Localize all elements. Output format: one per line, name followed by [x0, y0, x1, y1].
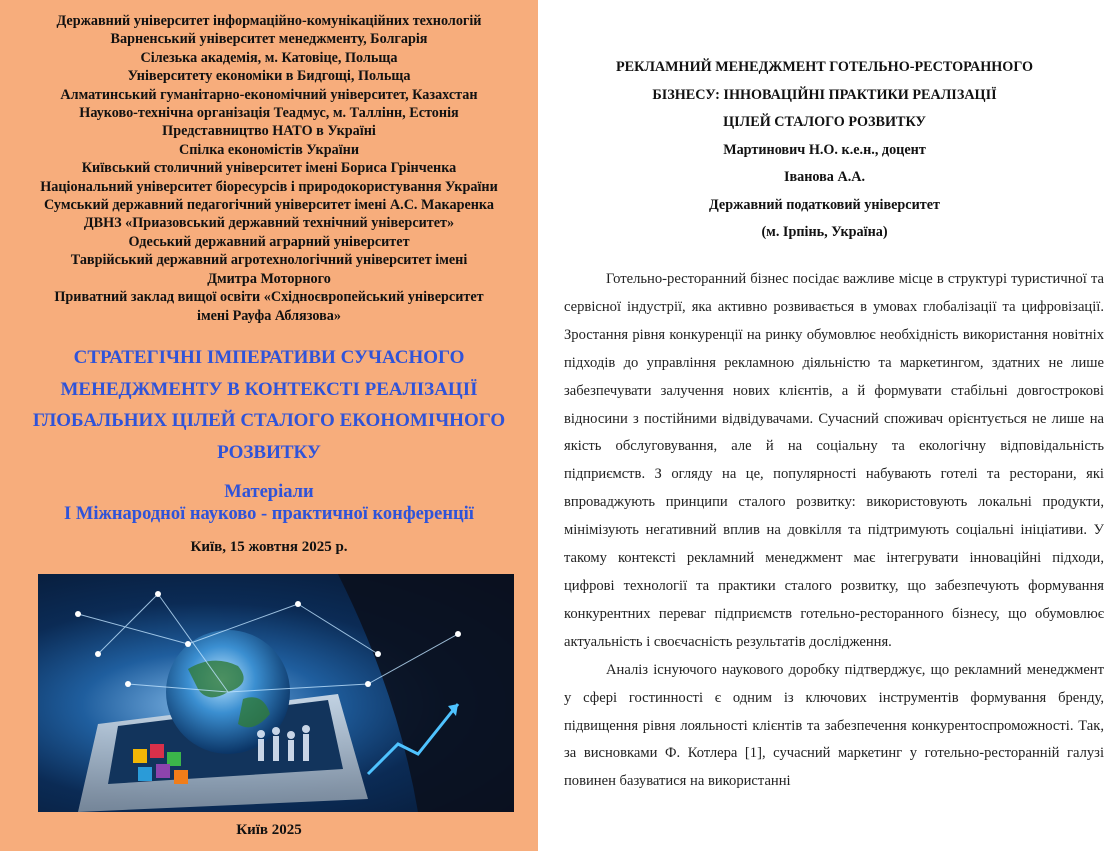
- organizer-line: Університету економіки в Бидгощі, Польща: [127, 68, 411, 85]
- author-2: Іванова А.А.: [783, 169, 866, 185]
- organizer-line: Дмитра Моторного: [207, 270, 331, 287]
- organizer-line: Сілезька академія, м. Катовіце, Польща: [140, 49, 398, 66]
- conference-date: Київ, 15 жовтня 2025 р.: [190, 539, 348, 555]
- paragraph: Аналіз існуючого наукового доробку підтверджує, що рекламний менеджмент у сфері гостинності є одним із ключових інструментів формування бренду, підвищення рівня лояльності клієнтів та забезпечення конкурентоспроможності. Так, за висновками Ф. Котлера [1], сучасний маркетинг у готельно-ресторанній галузі повинен базуватися на використанні: [564, 661, 1104, 790]
- author-affiliation: Державний податковий університет: [708, 196, 941, 213]
- organizer-line: Одеський державний аграрний університет: [128, 233, 410, 250]
- cover-city-year: Київ 2025: [236, 822, 302, 838]
- organizer-line: Науково-технічна організація Теадмус, м. Таллінн, Естонія: [79, 105, 459, 122]
- globe-network-illustration: [38, 574, 514, 812]
- article-title-line: БІЗНЕСУ: ІННОВАЦІЙНІ ПРАКТИКИ РЕАЛІЗАЦІЇ: [652, 86, 997, 103]
- conference-title: [0, 342, 538, 468]
- organizer-line: Національний університет біоресурсів і природокористування України: [40, 178, 498, 195]
- author-location: (м. Ірпінь, Україна): [761, 224, 888, 240]
- article-title-line: РЕКЛАМНИЙ МЕНЕДЖМЕНТ ГОТЕЛЬНО-РЕСТОРАННОГО: [615, 59, 1034, 75]
- organizer-line: імені Рауфа Аблязова»: [197, 307, 341, 324]
- proceedings-subtitle: [0, 481, 538, 525]
- article-title-line: ЦІЛЕЙ СТАЛОГО РОЗВИТКУ: [723, 114, 926, 130]
- organizer-line: Київський столичний університет імені Бориса Грінченка: [81, 160, 457, 177]
- organizer-line: Приватний заклад вищої освіти «Східноєвропейський університет: [54, 289, 484, 306]
- conference-title-line: СТРАТЕГІЧНІ ІМПЕРАТИВИ СУЧАСНОГО: [73, 347, 465, 368]
- organizer-line: Спілка економістів України: [178, 141, 360, 158]
- organizer-line: Таврійський державний агротехнологічний університет імені: [70, 252, 468, 269]
- author-1: Мартинович Н.О. к.е.н., доцент: [723, 141, 926, 158]
- conference-title-line: МЕНЕДЖМЕНТУ В КОНТЕКСТІ РЕАЛІЗАЦІЇ: [60, 378, 478, 400]
- organizer-line: Сумський державний педагогічний університет імені А.С. Макаренка: [44, 197, 494, 214]
- article-page: [538, 0, 1111, 851]
- conference-title-line: РОЗВИТКУ: [217, 441, 321, 463]
- conference-name: І Міжнародної науково - практичної конференції: [64, 504, 474, 524]
- conference-cover: [0, 0, 538, 851]
- organizers-list: [0, 12, 538, 325]
- paragraph: Готельно-ресторанний бізнес посідає важливе місце в структурі туристичної та сервісної індустрії, яка активно розвивається в умовах глобалізації та цифровізації. Зростання рівня конкуренції на ринку обумовлює необхідність використання новітніх підходів до управління рекламною діяльністю та маркетингом, здатних не лише забезпечувати залучення нових клієнтів, а й формувати стабільні довгострокові відносини з постійними відвідувачами. Сучасний споживач орієнтується не лише на якість обслуговування, але й на соціальну та екологічну відповідальність підприємств. З огляду на це, популярності набувають готелі та ресторани, які впроваджують принципи сталого розвитку: використовують локальні продукти, мінімізують негативний вплив на довкілля та підтримують соціальні ініціативи. У такому контексті рекламний менеджмент має інтегрувати інноваційні підходи, цифрові технології та практики сталого розвитку, що забезпечують формування конкурентних переваг підприємств готельно-ресторанного бізнесу, що обумовлює актуальність і своєчасність результатів дослідження.: [564, 271, 1104, 650]
- organizer-line: Варненський університет менеджменту, Болгарія: [110, 31, 428, 48]
- article-body: [564, 266, 1104, 796]
- materials-label: Матеріали: [224, 482, 314, 502]
- cover-illustration: [38, 574, 514, 812]
- organizer-line: Представництво НАТО в Україні: [162, 123, 376, 140]
- organizer-line: ДВНЗ «Приазовський державний технічний університет»: [83, 215, 455, 232]
- organizer-line: Алматинський гуманітарно-економічний університет, Казахстан: [60, 86, 478, 103]
- organizer-line: Державний університет інформаційно-комунікаційних технологій: [56, 13, 482, 29]
- conference-title-line: ГЛОБАЛЬНИХ ЦІЛЕЙ СТАЛОГО ЕКОНОМІЧНОГО: [32, 410, 506, 431]
- article-header: [538, 54, 1111, 247]
